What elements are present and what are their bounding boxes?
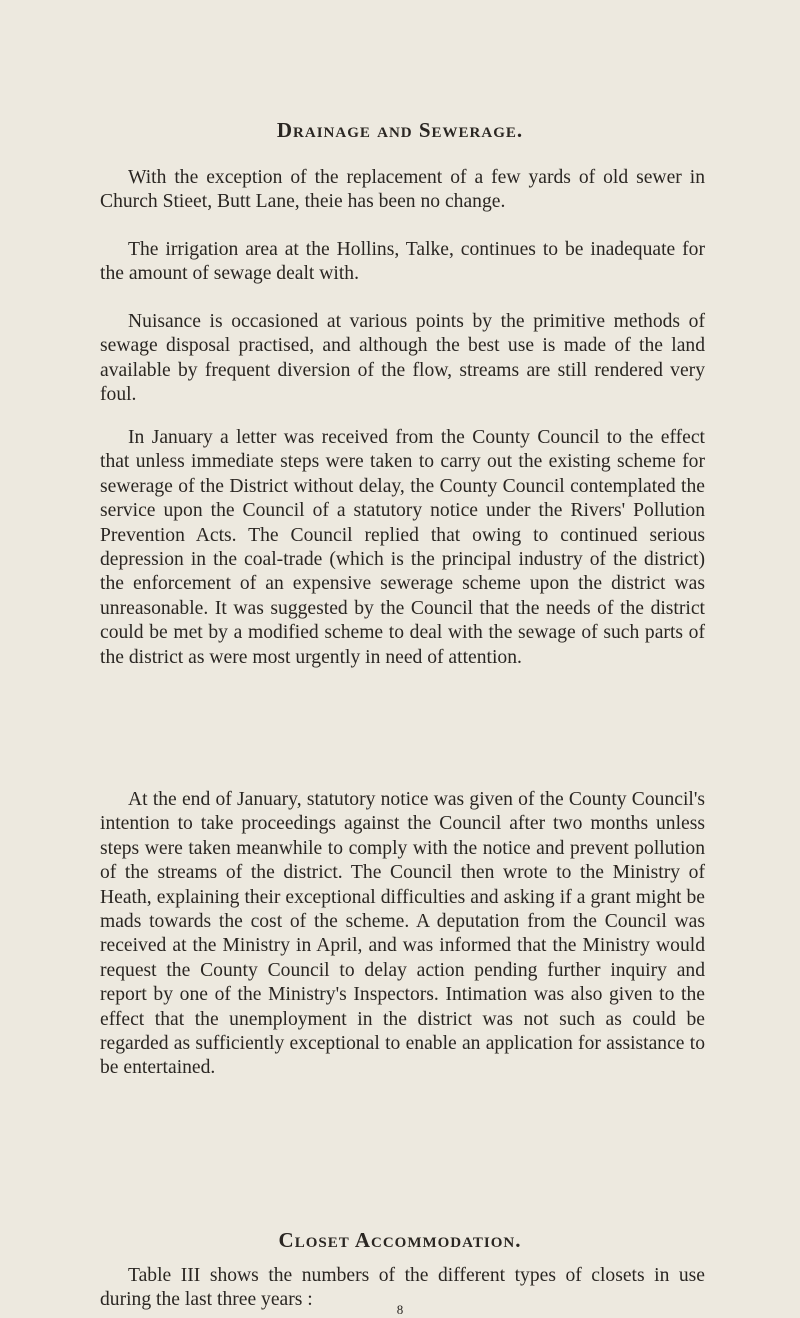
page-number: 8 — [396, 1302, 404, 1317]
paragraph-sewer-replacement: With the exception of the replacement of a few yards of old sewer in Church Stieet, Butt Lane, theie has been no change. — [100, 167, 705, 213]
section-heading-drainage: Drainage and Sewerage. — [276, 118, 524, 142]
paragraph-statutory-notice: At the end of January, statutory notice was given of the County Council's intention to take proceedings against the Council after two months unless steps were taken meanwhile to comply with the notice and prevent pollution of the streams of the district. The Council then wrote to the Ministry of Heath, explaining their exceptional difficulties and asking if a grant might be mads towards the cost of the scheme. A deputation from the Council was received at the Ministry in April, and was informed that the Ministry would request the County Council to delay action pending further inquiry and report by one of the Ministry's Inspectors. Intimation was also given to the effect that the unemployment in the district was not such as could be regarded as sufficiently exceptional to enable an application for assistance to be entertained. — [100, 789, 705, 1079]
paragraph-irrigation-area: The irrigation area at the Hollins, Talke, continues to be inadequate for the amount of sewage dealt with. — [100, 239, 705, 285]
paragraph-table-iii: Table III shows the numbers of the different types of closets in use during the last three years : — [100, 1265, 705, 1311]
section-heading-closet: Closet Accommodation. — [278, 1228, 522, 1252]
paragraph-january-letter: In January a letter was received from the County Council to the effect that unless immediate steps were taken to carry out the existing scheme for sewerage of the District without delay, the County Council contemplated the service upon the Council of a statutory notice under the Rivers' Pollution Prevention Acts. The Council replied that owing to continued serious depression in the coal-trade (which is the principal industry of the district) the enforcement of an expensive sewerage scheme upon the district was unreasonable. It was suggested by the Council that the needs of the district could be met by a modified scheme to deal with the sewage of such parts of the district as were most urgently in need of attention. — [100, 427, 705, 668]
paragraph-nuisance: Nuisance is occasioned at various points by the primitive methods of sewage disposal practised, and although the best use is made of the land available by frequent diversion of the flow, streams are still rendered very foul. — [100, 311, 705, 406]
